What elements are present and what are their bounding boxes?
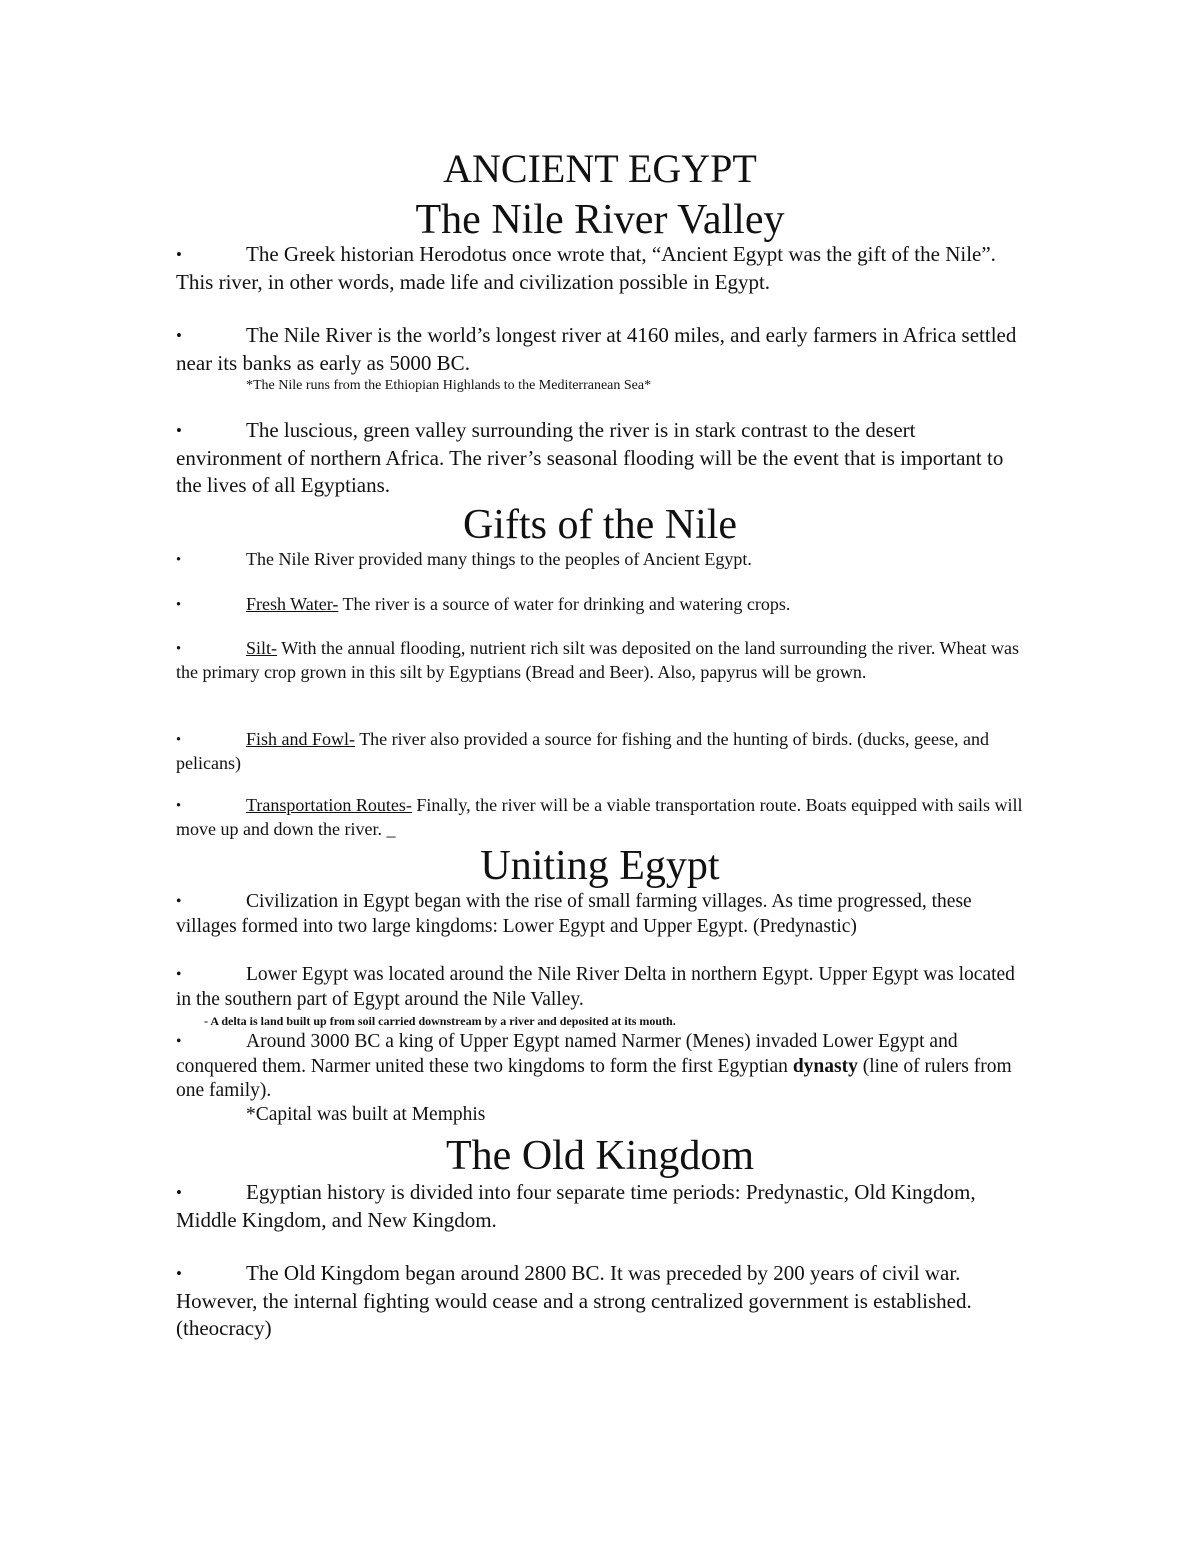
paragraph-time-periods: • Egyptian history is divided into four separate time periods: Predynastic, Old Kingdom, Middle Kingdom, and New Kingdom. bbox=[176, 1180, 976, 1232]
bullet-icon: • bbox=[176, 421, 182, 440]
paragraph-lower-upper-egypt: • Lower Egypt was located around the Nile River Delta in northern Egypt. Upper Egypt was located in the southern part of Egypt around the Nile Valley. bbox=[176, 964, 1015, 1010]
heading-old-kingdom: The Old Kingdom bbox=[446, 1133, 754, 1179]
heading-nile-river-valley: The Nile River Valley bbox=[415, 197, 785, 243]
heading-gifts-of-the-nile: Gifts of the Nile bbox=[462, 502, 738, 548]
bullet-icon: • bbox=[176, 732, 182, 748]
gift-item-transportation: • Transportation Routes- Finally, the river will be a viable transportation route. Boats equipped with sails will move up and down the river. _ bbox=[176, 795, 1023, 839]
paragraph-longest-river: • The Nile River is the world’s longest river at 4160 miles, and early farmers in Africa settled near its banks as early as 5000 BC. bbox=[176, 323, 1017, 375]
gift-term: Silt- bbox=[246, 638, 278, 658]
gift-item-fresh-water: • Fresh Water- The river is a source of water for drinking and watering crops. bbox=[176, 593, 1026, 617]
bullet-icon: • bbox=[176, 1264, 182, 1283]
bullet-icon: • bbox=[176, 245, 182, 264]
bullet-icon: • bbox=[176, 641, 182, 657]
note-delta-definition: - A delta is land built up from soil carried downstream by a river and deposited at its mouth. bbox=[204, 1014, 676, 1028]
gift-term: Fish and Fowl- bbox=[246, 729, 356, 749]
paragraph-green-valley: • The luscious, green valley surrounding the river is in stark contrast to the desert environment of northern Africa. The river’s seasonal flooding will be the event that is important to the lives of all Egyptians. bbox=[176, 418, 1004, 497]
bullet-icon: • bbox=[176, 966, 182, 983]
document-title: ANCIENT EGYPT bbox=[443, 146, 757, 191]
term-dynasty: dynasty bbox=[792, 1055, 858, 1077]
gift-term: Transportation Routes- bbox=[246, 795, 412, 815]
bullet-icon: • bbox=[176, 798, 182, 814]
bullet-icon: • bbox=[176, 552, 182, 568]
paragraph-herodotus: • The Greek historian Herodotus once wrote that, “Ancient Egypt was the gift of the Nile”. This river, in other words, made life and civilization possible in Egypt. bbox=[176, 242, 996, 294]
paragraph-narmer: • Around 3000 BC a king of Upper Egypt named Narmer (Menes) invaded Lower Egypt and conquered them. Narmer united these two kingdoms to form the first Egyptian dynasty (line of rulers from one family). bbox=[176, 1031, 1012, 1101]
gift-item-fish-and-fowl: • Fish and Fowl- The river also provided a source for fishing and the hunting of birds. (ducks, geese, and pelicans) bbox=[176, 729, 990, 773]
note-capital-memphis: *Capital was built at Memphis bbox=[246, 1104, 486, 1125]
gift-item-silt: • Silt- With the annual flooding, nutrient rich silt was deposited on the land surrounding the river. Wheat was the primary crop grown in this silt by Egyptians (Bread and Beer). Also, papyrus will be grown. bbox=[176, 638, 1019, 682]
paragraph-gifts-intro: • The Nile River provided many things to the peoples of Ancient Egypt. bbox=[176, 548, 1026, 572]
bullet-icon: • bbox=[176, 1183, 182, 1202]
bullet-icon: • bbox=[176, 597, 182, 613]
bullet-icon: • bbox=[176, 1033, 182, 1050]
heading-uniting-egypt: Uniting Egypt bbox=[480, 843, 720, 889]
paragraph-old-kingdom-began: • The Old Kingdom began around 2800 BC. It was preceded by 200 years of civil war. However, the internal fighting would cease and a strong centralized government is established. (theocracy) bbox=[176, 1261, 972, 1340]
bullet-icon: • bbox=[176, 893, 182, 910]
bullet-icon: • bbox=[176, 326, 182, 345]
paragraph-farming-villages: • Civilization in Egypt began with the rise of small farming villages. As time progressed, these villages formed into two large kingdoms: Lower Egypt and Upper Egypt. (Predynastic) bbox=[176, 891, 972, 937]
gift-term: Fresh Water- bbox=[246, 594, 339, 614]
note-nile-route: *The Nile runs from the Ethiopian Highlands to the Mediterranean Sea* bbox=[246, 378, 652, 393]
